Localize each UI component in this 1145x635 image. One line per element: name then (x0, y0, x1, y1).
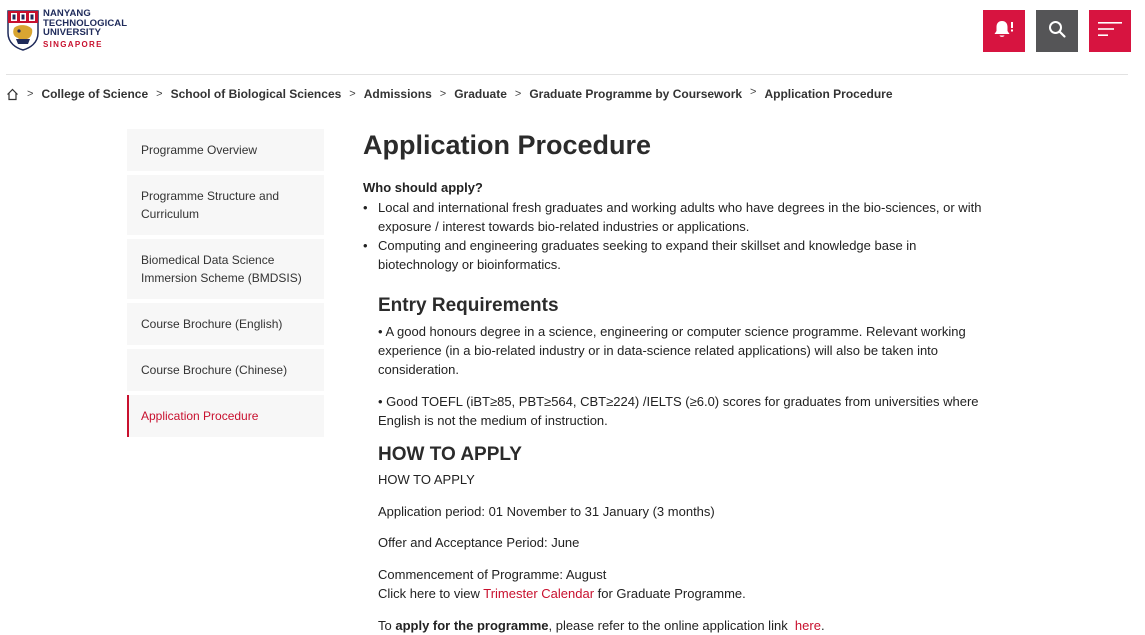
breadcrumb-graduate[interactable]: Graduate (454, 87, 507, 101)
breadcrumb-separator: > (349, 88, 356, 100)
breadcrumb-separator: > (156, 88, 163, 100)
sidebar-item-application-procedure[interactable] (127, 395, 324, 437)
list-item-text: Computing and engineering graduates seeking to expand their skillset and knowledge base in biotechnology or bioinformatics. (378, 238, 917, 272)
offer-acceptance-period: Offer and Acceptance Period: June (378, 535, 580, 550)
sidebar-item-label: Biomedical Data Science Immersion Scheme (BMDSIS) (141, 253, 302, 285)
breadcrumb-graduate-programme-by-coursework[interactable]: Graduate Programme by Coursework (529, 87, 743, 101)
sidebar-item-label: Course Brochure (Chinese) (141, 363, 288, 377)
search-button[interactable] (1036, 10, 1078, 52)
breadcrumb-school-of-biological-sciences[interactable]: School of Biological Sciences (170, 87, 342, 101)
logo-line2: TECHNOLOGICAL (43, 17, 128, 29)
menu-icon (1098, 20, 1122, 43)
how-to-apply-heading: HOW TO APPLY (378, 444, 522, 465)
apply-instruction-line (378, 616, 1013, 635)
how-to-apply-subheading: HOW TO APPLY (378, 472, 475, 487)
apply-text-mid: , please refer to the online application link (548, 618, 795, 633)
sidebar-item-label: Programme Structure and Curriculum (141, 189, 280, 221)
calendar-text-pre: Click here to view (378, 586, 484, 601)
application-period: Application period: 01 November to 31 January (3 months) (378, 504, 715, 519)
home-icon[interactable] (6, 88, 19, 101)
sidebar-item-label: Course Brochure (English) (141, 317, 283, 331)
entry-requirements-section (378, 294, 1013, 635)
ntu-crest-icon (6, 9, 40, 51)
list-item: • Computing and engineering graduates seeking to expand their skillset and knowledge base in biotechnology or bioinformatics. (363, 236, 1013, 274)
header-divider (6, 74, 1128, 75)
entry-requirement-degree: • A good honours degree in a science, engineering or computer science programme. Relevant working experience (in a bio-related industry or in data-science related applications) will also be taken into consideration. (378, 324, 966, 377)
logo-line4: SINGAPORE (43, 39, 103, 49)
breadcrumb-current: Application Procedure (764, 87, 893, 101)
sidebar-item-label: Application Procedure (141, 409, 259, 423)
menu-button[interactable] (1089, 10, 1131, 52)
breadcrumb-separator: > (439, 88, 447, 100)
entry-requirement-english: • Good TOEFL (iBT≥85, PBT≥564, CBT≥224) /IELTS (≥6.0) scores for graduates from universities where English is not the medium of instruction. (378, 394, 979, 428)
who-should-apply-heading: Who should apply? (363, 180, 483, 195)
trimester-calendar-link[interactable]: Trimester Calendar (483, 586, 595, 601)
ntu-logo[interactable] (6, 9, 127, 51)
who-bullet-list (363, 198, 1013, 274)
page-title: Application Procedure (363, 130, 652, 160)
main-content (363, 128, 1013, 635)
calendar-text-post: for Graduate Programme. (594, 586, 746, 601)
apply-text-bold: apply for the programme (395, 618, 549, 633)
list-item-text: Local and international fresh graduates and working adults who have degrees in the bio-sciences, or with exposure / interest towards bio-related industries or applications. (378, 200, 982, 234)
logo-line3: UNIVERSITY (43, 27, 102, 38)
bell-icon (993, 19, 1015, 44)
breadcrumb-separator: > (514, 88, 522, 100)
breadcrumb-separator: > (750, 86, 757, 98)
apply-text-pre: To (378, 618, 396, 633)
sidebar-item-programme-overview[interactable] (127, 129, 324, 171)
sidebar-item-programme-structure[interactable] (127, 175, 324, 235)
programme-commencement: Commencement of Programme: August (378, 567, 607, 582)
sidebar-item-brochure-chinese[interactable] (127, 349, 324, 391)
trimester-calendar-line (378, 584, 1013, 603)
sidebar-item-label: Programme Overview (141, 143, 258, 157)
logo-line1: NANYANG (43, 8, 91, 19)
breadcrumb-admissions[interactable]: Admissions (363, 87, 432, 101)
breadcrumb-college-of-science[interactable]: College of Science (41, 87, 149, 101)
list-item: • Local and international fresh graduates and working adults who have degrees in the bio-sciences, or with exposure / interest towards bio-related industries or applications. (363, 198, 1013, 236)
sidebar-item-brochure-english[interactable] (127, 303, 324, 345)
apply-text-post: . (820, 618, 825, 633)
sidebar-nav (127, 129, 324, 441)
notification-button[interactable] (983, 10, 1025, 52)
search-icon (1048, 20, 1066, 43)
breadcrumb (6, 87, 893, 101)
breadcrumb-separator: > (27, 88, 34, 100)
site-header (0, 0, 1145, 74)
entry-requirements-heading: Entry Requirements (378, 295, 559, 316)
sidebar-item-bmdsis[interactable] (127, 239, 324, 299)
apply-here-link[interactable]: here (794, 618, 821, 633)
